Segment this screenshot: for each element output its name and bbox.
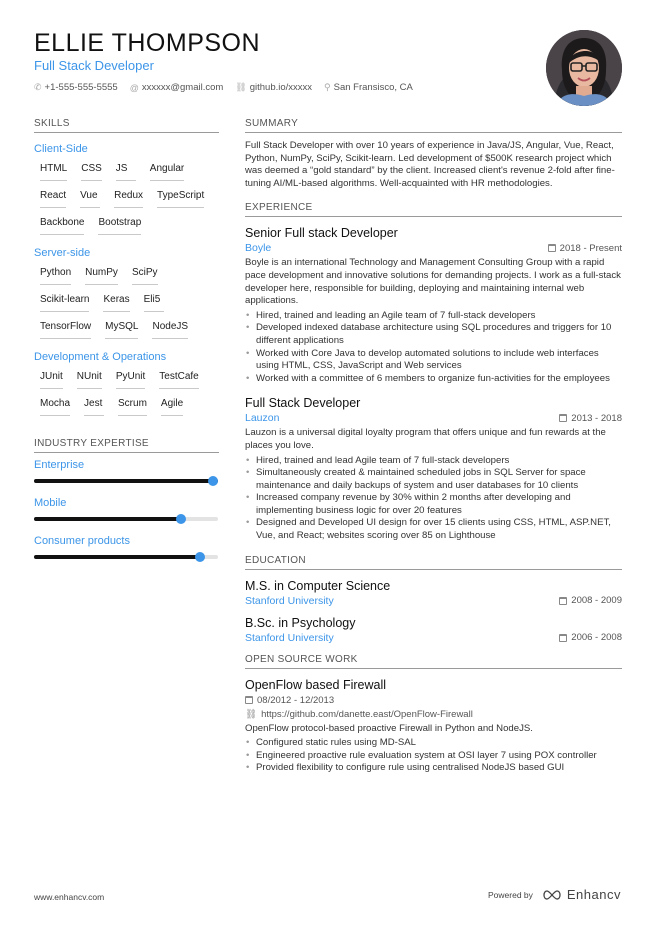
skill-tag: TensorFlow (40, 316, 91, 339)
education-meta (245, 632, 622, 644)
skill-group-title: Server-side (34, 247, 91, 259)
skill-tag: TestCafe (159, 366, 198, 389)
job-title: Senior Full stack Developer (245, 226, 398, 241)
skill-tag: Keras (103, 289, 129, 312)
calendar-icon (559, 634, 567, 642)
industry-bar (34, 555, 218, 559)
skill-group-title: Client-Side (34, 143, 88, 155)
left-column (34, 118, 219, 569)
at-icon: @ (129, 82, 139, 93)
skill-tag: NumPy (85, 262, 118, 285)
list-item: • Worked with a committee of 6 members to organize fun-activities for the employees (245, 373, 622, 386)
project-date: 08/2012 - 12/2013 (245, 695, 622, 706)
job-description: Lauzon is a universal digital loyalty program that offers unique and fun rewards at the places you love. (245, 427, 606, 451)
skill-tag: Scikit-learn (40, 289, 89, 312)
industry-bar (34, 479, 218, 483)
phone-icon: ✆ (34, 82, 42, 92)
skill-tags (40, 158, 220, 235)
degree: M.S. in Computer Science (245, 578, 391, 593)
contact-phone[interactable]: ✆ +1-555-555-5555 (34, 82, 118, 93)
industry-bar (34, 517, 218, 521)
contact-email[interactable]: @ xxxxxx@gmail.com (129, 82, 224, 93)
skill-tag: JUnit (40, 366, 63, 389)
skill-tag: MySQL (105, 316, 138, 339)
industry-list (34, 459, 219, 559)
project-description: OpenFlow protocol-based proactive Firewall in Python and NodeJS. (245, 722, 533, 734)
job-entry (245, 395, 622, 542)
job-date: 2018 - Present (548, 243, 622, 254)
list-item: • Configured static rules using MD-SAL (245, 737, 622, 750)
industry-label: Enterprise (34, 459, 85, 471)
skill-tag: NUnit (77, 366, 102, 389)
skill-tag: SciPy (132, 262, 158, 285)
summary-heading: SUMMARY (245, 118, 622, 133)
list-item: • Provided flexibility to configure rule using centralised NodeJS based GUI (245, 762, 622, 775)
contact-row (34, 82, 534, 93)
industry-label: Consumer products (34, 535, 130, 547)
job-meta (245, 242, 622, 254)
skill-tag: Vue (80, 185, 100, 208)
avatar-illustration (546, 30, 622, 106)
job-entry (245, 225, 622, 385)
pin-icon: ⚲ (324, 82, 331, 92)
company-name[interactable]: Boyle (245, 242, 272, 255)
skill-tag: Mocha (40, 393, 70, 416)
education-heading: EDUCATION (245, 555, 622, 570)
job-meta (245, 412, 622, 424)
right-column (245, 118, 622, 775)
candidate-name: ELLIE THOMPSON (34, 29, 261, 57)
skill-tag: PyUnit (116, 366, 145, 389)
profile-photo (546, 30, 622, 106)
project-link[interactable]: ⛓ https://github.com/danette.east/OpenFlow-Firewall (245, 708, 473, 720)
opensource-heading: OPEN SOURCE WORK (245, 654, 622, 669)
skill-tags (40, 366, 220, 416)
industry-heading: INDUSTRY EXPERTISE (34, 438, 219, 453)
skill-tag: Python (40, 262, 71, 285)
project-entry (245, 677, 622, 775)
job-bullets (245, 310, 622, 386)
link-icon: ⛓ (245, 708, 258, 720)
list-item: • Developed indexed database architecture using SQL procedures and triggers for 10 different applications (245, 322, 622, 347)
industry-bar-fill (34, 479, 218, 483)
skill-tag: Bootstrap (98, 212, 141, 235)
skill-tag: Redux (114, 185, 143, 208)
project-bullets (245, 737, 622, 775)
candidate-role: Full Stack Developer (34, 58, 154, 73)
enhancv-logo[interactable]: Enhancv (541, 887, 621, 902)
summary-text: Full Stack Developer with over 10 years of experience in Java/JS, Angular, Vue, React, Python, NumPy, SciPy, Scikit-learn. Led development of $500K research project which was deemed a “gold standard” by the client. Increased client's revenue 2-fold after fine-tuning AI/ML-based algorithms. Well-acquainted with HR methodologies. (245, 140, 615, 189)
education-meta (245, 595, 622, 607)
degree: B.Sc. in Psychology (245, 615, 356, 630)
education-entry (245, 615, 622, 644)
list-item: • Simultaneously created & maintained scheduled jobs in SQL Server for space maintenance and daily backups of system and user databases for 10 clients (245, 467, 622, 492)
industry-bar-fill (34, 517, 181, 521)
list-item: • Designed and Developed UI design for over 15 clients using CSS, HTML, ASP.NET, Vue, and React; websites scoring over 85 on Lighthouse (245, 517, 622, 542)
education-date: 2008 - 2009 (559, 595, 622, 606)
skill-tag: React (40, 185, 66, 208)
calendar-icon (559, 414, 567, 422)
list-item: • Hired, trained and leading an Agile team of 7 full-stack developers (245, 310, 622, 323)
skill-tag: HTML (40, 158, 67, 181)
industry-bar-fill (34, 555, 200, 559)
contact-location: ⚲ San Fransisco, CA (324, 82, 413, 93)
skill-tag: JS (116, 158, 136, 181)
powered-by-label: Powered by (488, 889, 533, 900)
skill-tag: Agile (161, 393, 183, 416)
infinity-icon (541, 889, 563, 901)
skills-heading: SKILLS (34, 118, 219, 133)
industry-label: Mobile (34, 497, 67, 509)
industry-bar-knob (208, 476, 218, 486)
company-name[interactable]: Lauzon (245, 412, 280, 425)
skill-group-title: Development & Operations (34, 351, 167, 363)
skill-tag: Jest (84, 393, 104, 416)
school-name[interactable]: Stanford University (245, 631, 334, 644)
footer-branding (488, 887, 621, 902)
industry-bar-knob (195, 552, 205, 562)
education-entry (245, 578, 622, 607)
list-item: • Increased company revenue by 30% within 2 months after developing and implementing business logic for over 20 features (245, 492, 622, 517)
footer-website[interactable]: www.enhancv.com (34, 892, 105, 902)
job-title: Full Stack Developer (245, 396, 361, 411)
resume-header (34, 28, 534, 93)
experience-heading: EXPERIENCE (245, 202, 622, 217)
skill-tag: Angular (150, 158, 184, 181)
calendar-icon (559, 597, 567, 605)
list-item: • Engineered proactive rule evaluation system at OSI layer 7 using POX controller (245, 750, 622, 763)
contact-github[interactable]: ⛓ github.io/xxxxx (235, 82, 313, 93)
list-item: • Worked with Core Java to develop automated solutions to include web interfaces using HTML, CSS, JavaScript and Web services (245, 348, 622, 373)
school-name[interactable]: Stanford University (245, 594, 334, 607)
job-description: Boyle is an international Technology and Management Consulting Group with a rapid pace development and innovative solutions for demanding projects. I work as a full-stack developer here, responsible for building, deploying and maintaining internal web applications. (245, 257, 621, 307)
job-date: 2013 - 2018 (559, 413, 622, 424)
skill-tags (40, 262, 220, 339)
link-icon: ⛓ (235, 82, 247, 92)
education-date: 2006 - 2008 (559, 632, 622, 643)
skill-tag: Eli5 (144, 289, 164, 312)
industry-bar-knob (176, 514, 186, 524)
calendar-icon (548, 244, 556, 252)
job-bullets (245, 455, 622, 543)
skill-tag: TypeScript (157, 185, 204, 208)
skill-tag: Scrum (118, 393, 147, 416)
skill-tag: Backbone (40, 212, 84, 235)
skill-tag: CSS (81, 158, 102, 181)
skill-tag: NodeJS (152, 316, 188, 339)
calendar-icon (245, 696, 253, 704)
project-title: OpenFlow based Firewall (245, 677, 387, 692)
list-item: • Hired, trained and lead Agile team of 7 full-stack developers (245, 455, 622, 468)
